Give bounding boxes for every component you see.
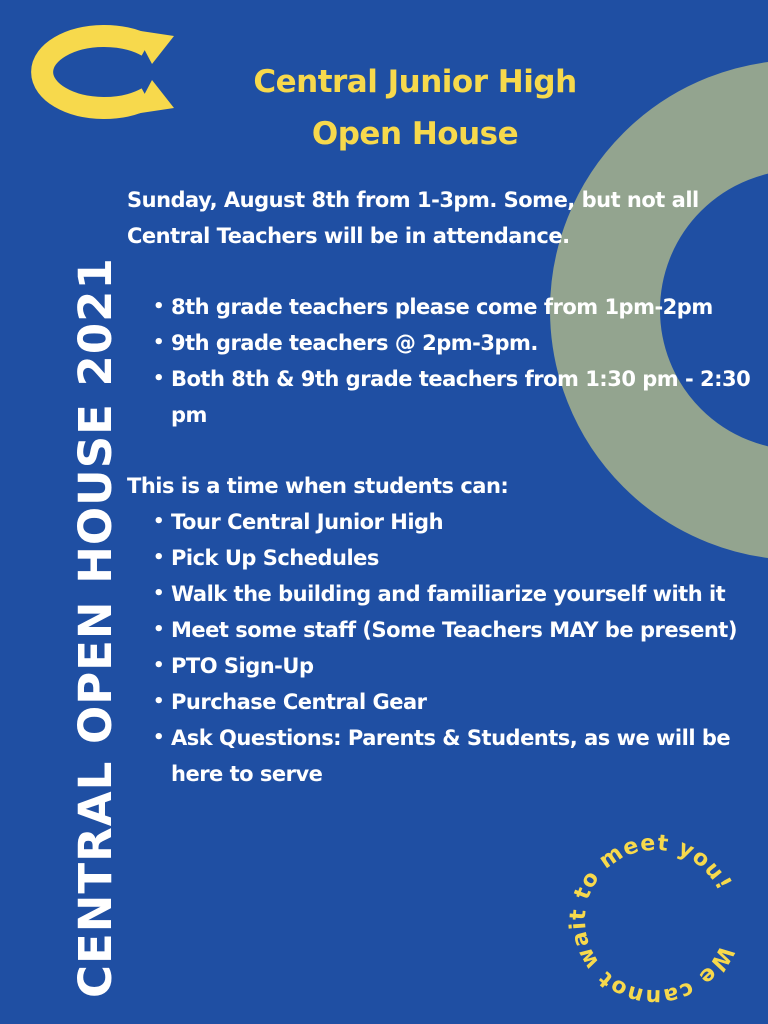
title-school-name: Central Junior High bbox=[253, 64, 577, 100]
list-item: • Purchase Central Gear bbox=[171, 684, 752, 720]
student-activities-list bbox=[127, 504, 752, 792]
list-item: • Meet some staff (Some Teachers MAY be present) bbox=[171, 612, 752, 648]
list-item: • Ask Questions: Parents & Students, as we will be here to serve bbox=[171, 720, 752, 792]
central-c-logo bbox=[14, 22, 184, 122]
list-item: • Pick Up Schedules bbox=[171, 540, 752, 576]
list-item: • Both 8th & 9th grade teachers from 1:30 pm - 2:30 pm bbox=[171, 361, 752, 433]
list-item: • 8th grade teachers please come from 1pm-2pm bbox=[171, 289, 752, 325]
circular-greeting bbox=[560, 825, 750, 1015]
circular-greeting-text: We cannot wait to meet you! bbox=[565, 830, 739, 1010]
event-intro: Sunday, August 8th from 1-3pm. Some, but not all Central Teachers will be in attendance. bbox=[127, 188, 699, 248]
list-item: • PTO Sign-Up bbox=[171, 648, 752, 684]
svg-text:We cannot wait to meet you! bbox=[560, 825, 750, 1015]
students-intro: This is a time when students can: bbox=[127, 474, 509, 498]
flyer-content bbox=[127, 182, 752, 792]
list-item: • 9th grade teachers @ 2pm-3pm. bbox=[171, 325, 752, 361]
list-item: • Walk the building and familiarize yourself with it bbox=[171, 576, 752, 612]
title-event-name: Open House bbox=[311, 116, 519, 152]
vertical-banner: CENTRAL OPEN HOUSE 2021 bbox=[69, 257, 122, 998]
list-item: • Tour Central Junior High bbox=[171, 504, 752, 540]
schedule-list bbox=[127, 289, 752, 433]
